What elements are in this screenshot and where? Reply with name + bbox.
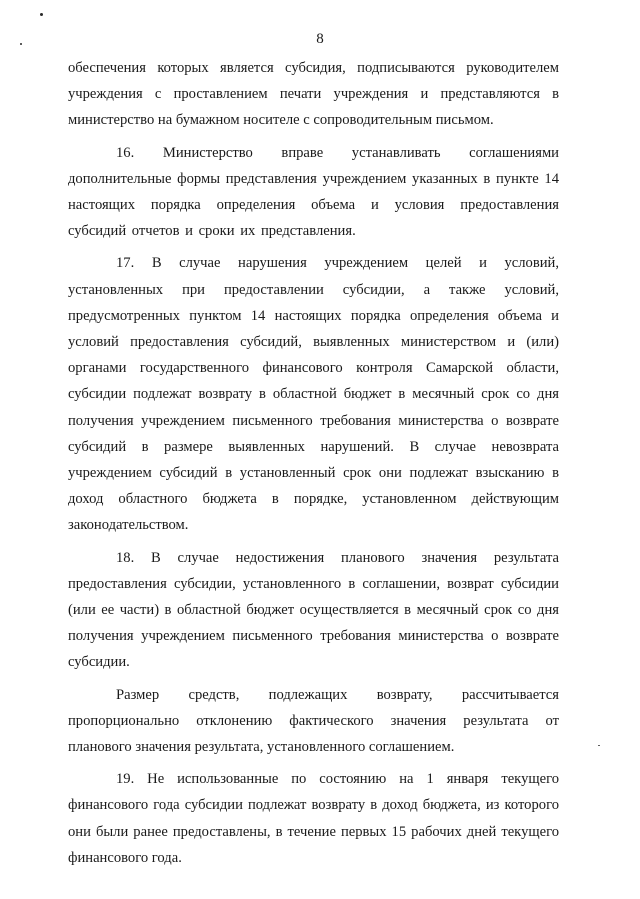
page-number: 8 [316,31,324,47]
paragraph-continuation: обеспечения которых является субсидия, подписываются руководителем учреждения с проставлением печати учреждения и представляются в министерство на бумажном носителе с сопроводительным письмом. [68,60,559,129]
paragraph-17: 17. В случае нарушения учреждением целей и условий, установленных при предоставлении субсидии, а также условий, предусмотренных пунктом 14 настоящих порядка определения объема и условий предоставления субсидий, выявленных министерством и (или) органами государственного финансового контроля Самарской области, субсидии подлежат возврату в областной бюджет в месячный срок со дня получения учреждением письменного требования министерства о возврате субсидий в размере выявленных нарушений. В случае невозврата учреждением субсидий в установленный срок они подлежат взысканию в доход областного бюджета в порядке, установленном действующим законодательством. [68,255,559,534]
paragraph-16: 16. Министерство вправе устанавливать соглашениями дополнительные формы представления учреждением указанных в пункте 14 настоящих порядка определения объема и условия предоставления субсидий отчетов и сроки их представления. [68,144,559,240]
document-body [68,55,559,877]
paragraph-18: 18. В случае недостижения планового значения результата предоставления субсидии, установленного в соглашении, возврат субсидии (или ее части) в областной бюджет осуществляется в месячный срок со дня получения учреждением письменного требования министерства о возврате субсидии. [68,549,559,671]
paragraph-18-refund-amount: Размер средств, подлежащих возврату, рассчитывается пропорционально отклонению фактического значения результата от планового значения результата, установленного соглашением. [68,686,559,756]
paragraph-19: 19. Не использованные по состоянию на 1 января текущего финансового года субсидии подлежат возврату в доход бюджета, из которого они были ранее предоставлены, в течение первых 15 рабочих дней текущего финансового года. [68,771,559,866]
scan-speck [598,745,600,746]
scan-speck [40,13,43,16]
